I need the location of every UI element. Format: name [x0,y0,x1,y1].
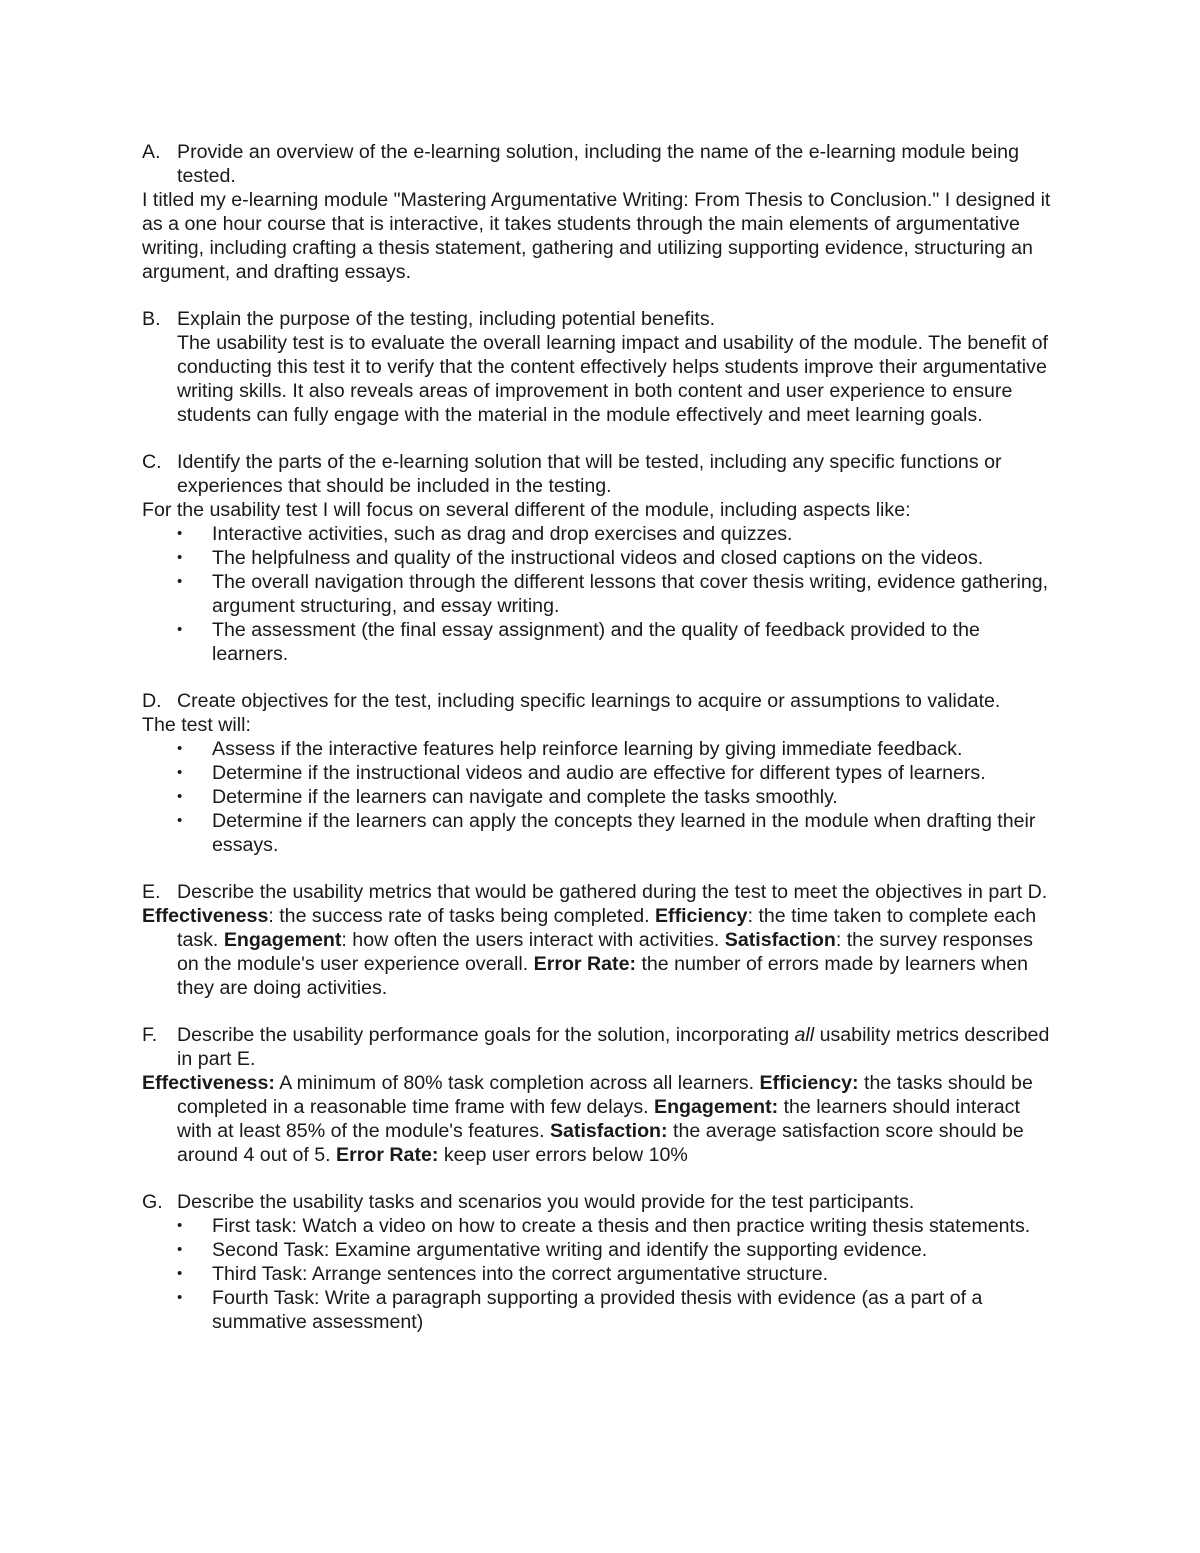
metric-text: the number of errors made by learners when they are doing activities. [177,953,1029,999]
question-a [142,140,1057,188]
goal-text: the learners should interact with at least 85% of the module's features. [177,1096,1020,1142]
document-page [142,140,1057,1334]
goal-text: the average satisfaction score should be around 4 out of 5. [177,1120,1024,1166]
list-item-text: First task: Watch a video on how to create a thesis and then practice writing thesis statements. [212,1215,1031,1237]
answer-f-goals [142,1071,1057,1167]
list-item-text: The helpfulness and quality of the instructional videos and closed captions on the videos. [212,547,984,569]
metric-term: Engagement [223,929,342,951]
list-item [177,618,1057,666]
question-f [142,1023,1057,1071]
question-b [142,307,1057,331]
question-d [142,689,1057,713]
question-g [142,1190,1057,1214]
question-text: Describe the usability metrics that would be gathered during the test to meet the objectives in part D. [177,881,1048,903]
bullet-list-d [142,737,1057,857]
question-letter: C. [142,451,162,473]
bullet-icon: • [177,549,183,566]
bullet-icon: • [177,573,183,590]
question-letter: E. [142,881,161,903]
question-text: Explain the purpose of the testing, including potential benefits. [177,308,716,330]
metric-text: : the success rate of tasks being completed. [268,905,655,927]
list-item [177,1238,1057,1262]
goal-term: Effectiveness: [142,1072,275,1094]
question-letter: F. [142,1024,158,1046]
question-letter: A. [142,141,161,163]
list-item-text: Determine if the learners can navigate and complete the tasks smoothly. [212,786,838,808]
bullet-icon: • [177,621,183,638]
goal-term: Engagement: [654,1096,779,1118]
answer-d-intro: The test will: [142,714,251,736]
list-item-text: The overall navigation through the different lessons that cover thesis writing, evidence gathering, argument structuring, and essay writing. [212,571,1049,617]
bullet-icon: • [177,740,183,757]
metric-term: Effectiveness [142,905,269,927]
bullet-list-c [142,522,1057,666]
question-text: Identify the parts of the e-learning solution that will be tested, including any specific functions or experiences that should be included in the testing. [177,451,1002,497]
bullet-icon: • [177,525,183,542]
question-e [142,880,1057,904]
bullet-icon: • [177,1217,183,1234]
bullet-icon: • [177,764,183,781]
section-d [142,689,1057,857]
question-text: Provide an overview of the e-learning solution, including the name of the e-learning module being tested. [177,141,1019,187]
answer-e-metrics [142,904,1057,1000]
metric-text: : the survey responses on the module's user experience overall. [177,929,1033,975]
list-item [177,1214,1057,1238]
question-text: Describe the usability tasks and scenarios you would provide for the test participants. [177,1191,915,1213]
bullet-icon: • [177,1289,183,1306]
goal-term: Error Rate: [336,1144,439,1166]
list-item [177,737,1057,761]
list-item-text: Assess if the interactive features help reinforce learning by giving immediate feedback. [212,738,963,760]
metric-term: Error Rate: [533,953,636,975]
metric-text: : the time taken to complete each task. [177,905,1037,951]
list-item [177,1262,1057,1286]
goal-term: Efficiency: [759,1072,859,1094]
list-item-text: Interactive activities, such as drag and drop exercises and quizzes. [212,523,793,545]
section-b [142,307,1057,427]
bullet-icon: • [177,1265,183,1282]
answer-a: I titled my e-learning module "Mastering Argumentative Writing: From Thesis to Conclusion." I designed it as a one hour course that is interactive, it takes students through the main elements of argumentative writing, including crafting a thesis statement, gathering and utilizing supporting evidence, structuring an argument, and drafting essays. [142,189,1051,283]
question-text-pre: Describe the usability performance goals for the solution, incorporating [177,1024,795,1046]
list-item-text: Determine if the instructional videos and audio are effective for different types of learners. [212,762,986,784]
list-item [177,761,1057,785]
section-e [142,880,1057,1000]
bullet-icon: • [177,788,183,805]
section-c [142,450,1057,666]
answer-b: The usability test is to evaluate the overall learning impact and usability of the module. The benefit of conducting this test it to verify that the content effectively helps students improve their argumentative writing skills. It also reveals areas of improvement in both content and user experience to ensure students can fully engage with the material in the module effectively and meet learning goals. [177,332,1048,426]
list-item-text: Third Task: Arrange sentences into the correct argumentative structure. [212,1263,829,1285]
question-letter: B. [142,308,161,330]
goal-text: the tasks should be completed in a reasonable time frame with few delays. [177,1072,1033,1118]
list-item [177,809,1057,857]
list-item [177,546,1057,570]
list-item-text: The assessment (the final essay assignment) and the quality of feedback provided to the learners. [212,619,980,665]
list-item-text: Second Task: Examine argumentative writing and identify the supporting evidence. [212,1239,928,1261]
bullet-icon: • [177,1241,183,1258]
goal-text: keep user errors below 10% [438,1144,688,1166]
bullet-list-g [142,1214,1057,1334]
question-text-emphasis: all [794,1024,815,1046]
list-item [177,1286,1057,1334]
list-item-text: Fourth Task: Write a paragraph supporting a provided thesis with evidence (as a part of a summative assessment) [212,1287,983,1333]
goal-text: A minimum of 80% task completion across all learners. [274,1072,760,1094]
list-item [177,522,1057,546]
question-text: Create objectives for the test, including specific learnings to acquire or assumptions to validate. [177,690,1001,712]
goal-term: Satisfaction: [549,1120,668,1142]
section-f [142,1023,1057,1167]
section-a [142,140,1057,284]
question-text [177,1023,1057,1071]
question-c [142,450,1057,498]
question-text-post: usability metrics described in part E. [177,1024,1050,1070]
question-letter: G. [142,1191,163,1213]
bullet-icon: • [177,812,183,829]
metric-text: : how often the users interact with activities. [341,929,725,951]
question-letter: D. [142,690,162,712]
metric-term: Satisfaction [724,929,836,951]
metric-term: Efficiency [654,905,748,927]
answer-c-intro: For the usability test I will focus on several different of the module, including aspects like: [142,499,911,521]
section-g [142,1190,1057,1334]
list-item [177,570,1057,618]
list-item-text: Determine if the learners can apply the concepts they learned in the module when drafting their essays. [212,810,1036,856]
list-item [177,785,1057,809]
